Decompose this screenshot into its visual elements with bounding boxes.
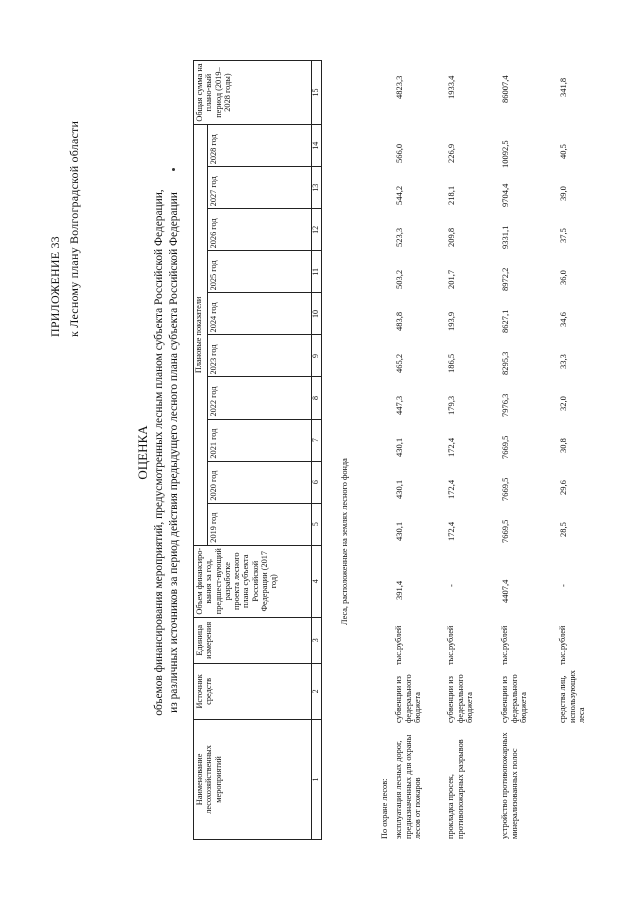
- row-total: 86007,4: [500, 75, 510, 103]
- appendix-label: ПРИЛОЖЕНИЕ 33: [48, 236, 62, 337]
- row-value-2022: 179,3: [446, 395, 456, 415]
- row-value-2024: 483,8: [394, 311, 404, 331]
- row-value-2024: 34,6: [558, 312, 568, 327]
- row-source: субвенции из федерального бюджета: [394, 674, 423, 723]
- row-value-2025: 503,2: [394, 269, 404, 289]
- column-number: 1: [312, 719, 322, 839]
- header-year: 2028 год: [208, 125, 312, 167]
- scan-dot: [172, 168, 175, 171]
- row-value-2025: 36,0: [558, 270, 568, 285]
- row-value-2021: 430,1: [394, 437, 404, 457]
- section-title: Леса, расположенные на землях лесного фонда: [340, 458, 349, 625]
- header-year: 2026 год: [208, 209, 312, 251]
- header-year: 2020 год: [208, 461, 312, 503]
- row-value-2026: 523,3: [394, 227, 404, 247]
- column-number: 15: [312, 61, 322, 125]
- row-unit: тыс.рублей: [500, 625, 509, 665]
- row-value-2021: 172,4: [446, 437, 456, 457]
- row-unit: тыс.рублей: [394, 625, 403, 665]
- row-value-2022: 7976,3: [500, 393, 510, 417]
- row-value-2023: 186,5: [446, 353, 456, 373]
- row-value-2026: 209,8: [446, 227, 456, 247]
- header-year: 2021 год: [208, 419, 312, 461]
- row-value-2027: 544,2: [394, 185, 404, 205]
- row-value-2020: 172,4: [446, 479, 456, 499]
- document-title: ОЦЕНКА: [135, 425, 150, 480]
- row-source: субвенции из федерального бюджета: [446, 674, 475, 723]
- row-value-2025: 201,7: [446, 269, 456, 289]
- row-base-volume: 391,4: [394, 580, 404, 600]
- row-value-2028: 226,9: [446, 143, 456, 163]
- column-number: 14: [312, 125, 322, 167]
- header-year: 2022 год: [208, 377, 312, 419]
- row-total: 1933,4: [446, 75, 456, 99]
- header-planned: Плановые показатели: [194, 125, 208, 546]
- row-total: 341,8: [558, 77, 568, 97]
- header-year: 2019 год: [208, 503, 312, 545]
- column-number: 8: [312, 377, 322, 419]
- row-value-2028: 10092,5: [500, 140, 510, 168]
- row-value-2028: 566,0: [394, 143, 404, 163]
- row-value-2026: 37,5: [558, 228, 568, 243]
- row-value-2021: 7669,5: [500, 435, 510, 459]
- row-value-2023: 465,2: [394, 353, 404, 373]
- row-base-volume: -: [446, 584, 456, 587]
- column-number: 2: [312, 663, 322, 719]
- financing-table-header: [193, 60, 322, 840]
- column-number: 6: [312, 461, 322, 503]
- row-value-2021: 30,8: [558, 438, 568, 453]
- group-title: По охране лесов:: [380, 778, 389, 839]
- header-total: Общая сумма на плано-вый период (2019–2028 годы): [194, 61, 312, 125]
- document-subtitle-line-1: объемов финансирования мероприятий, предусмотренных лесным планом субъекта Российской Федерации,: [153, 189, 165, 716]
- row-value-2022: 447,3: [394, 395, 404, 415]
- column-number: 12: [312, 209, 322, 251]
- header-unit: Единица измерения: [194, 617, 312, 663]
- appendix-subtitle: к Лесному плану Волгоградской области: [67, 120, 81, 337]
- row-activity-name: прокладка просек, противопожарных разрывов: [446, 739, 465, 839]
- document-subtitle-line-2: из различных источников за период действия предыдущего лесного плана субъекта Российской Федерации: [168, 192, 180, 713]
- row-value-2019: 430,1: [394, 521, 404, 541]
- row-source: субвенции из федерального бюджета: [500, 674, 529, 723]
- row-value-2024: 8627,1: [500, 309, 510, 333]
- row-unit: тыс.рублей: [446, 625, 455, 665]
- header-volume: Объем финансиро-вания за год, предшест-вующий разработке проекта лесного плана субъекта Российской Федерации (2017 год): [194, 545, 312, 617]
- row-value-2019: 172,4: [446, 521, 456, 541]
- column-number: 7: [312, 419, 322, 461]
- row-activity-name: устройство противопожарных минерализованных полос: [500, 732, 519, 839]
- header-year: 2027 год: [208, 167, 312, 209]
- row-value-2028: 40,5: [558, 144, 568, 159]
- row-base-volume: -: [558, 584, 568, 587]
- header-source: Источник средств: [194, 663, 312, 719]
- row-value-2027: 9704,4: [500, 183, 510, 207]
- header-name: Наименование лесохозяйственных мероприятий: [194, 719, 312, 839]
- row-value-2026: 9331,1: [500, 225, 510, 249]
- row-value-2022: 32,0: [558, 396, 568, 411]
- row-value-2020: 29,6: [558, 480, 568, 495]
- row-value-2020: 7669,5: [500, 477, 510, 501]
- column-number: 10: [312, 293, 322, 335]
- column-number: 4: [312, 545, 322, 617]
- row-base-volume: 4407,4: [500, 579, 510, 603]
- row-value-2024: 193,9: [446, 311, 456, 331]
- row-value-2027: 39,0: [558, 186, 568, 201]
- column-number: 3: [312, 617, 322, 663]
- column-number: 13: [312, 167, 322, 209]
- header-year: 2024 год: [208, 293, 312, 335]
- row-activity-name: эксплуатация лесных дорог, предназначенных для охраны лесов от пожаров: [394, 734, 423, 839]
- row-value-2019: 7669,5: [500, 519, 510, 543]
- header-year: 2023 год: [208, 335, 312, 377]
- row-total: 4823,3: [394, 75, 404, 99]
- column-number: 9: [312, 335, 322, 377]
- row-value-2025: 8972,2: [500, 267, 510, 291]
- row-value-2027: 218,1: [446, 185, 456, 205]
- column-number: 11: [312, 251, 322, 293]
- row-value-2023: 33,3: [558, 354, 568, 369]
- row-value-2023: 8295,3: [500, 351, 510, 375]
- row-source: средства лиц, использующих леса: [558, 670, 587, 723]
- row-unit: тыс.рублей: [558, 625, 567, 665]
- column-number: 5: [312, 503, 322, 545]
- row-value-2019: 28,5: [558, 522, 568, 537]
- header-year: 2025 год: [208, 251, 312, 293]
- row-value-2020: 430,1: [394, 479, 404, 499]
